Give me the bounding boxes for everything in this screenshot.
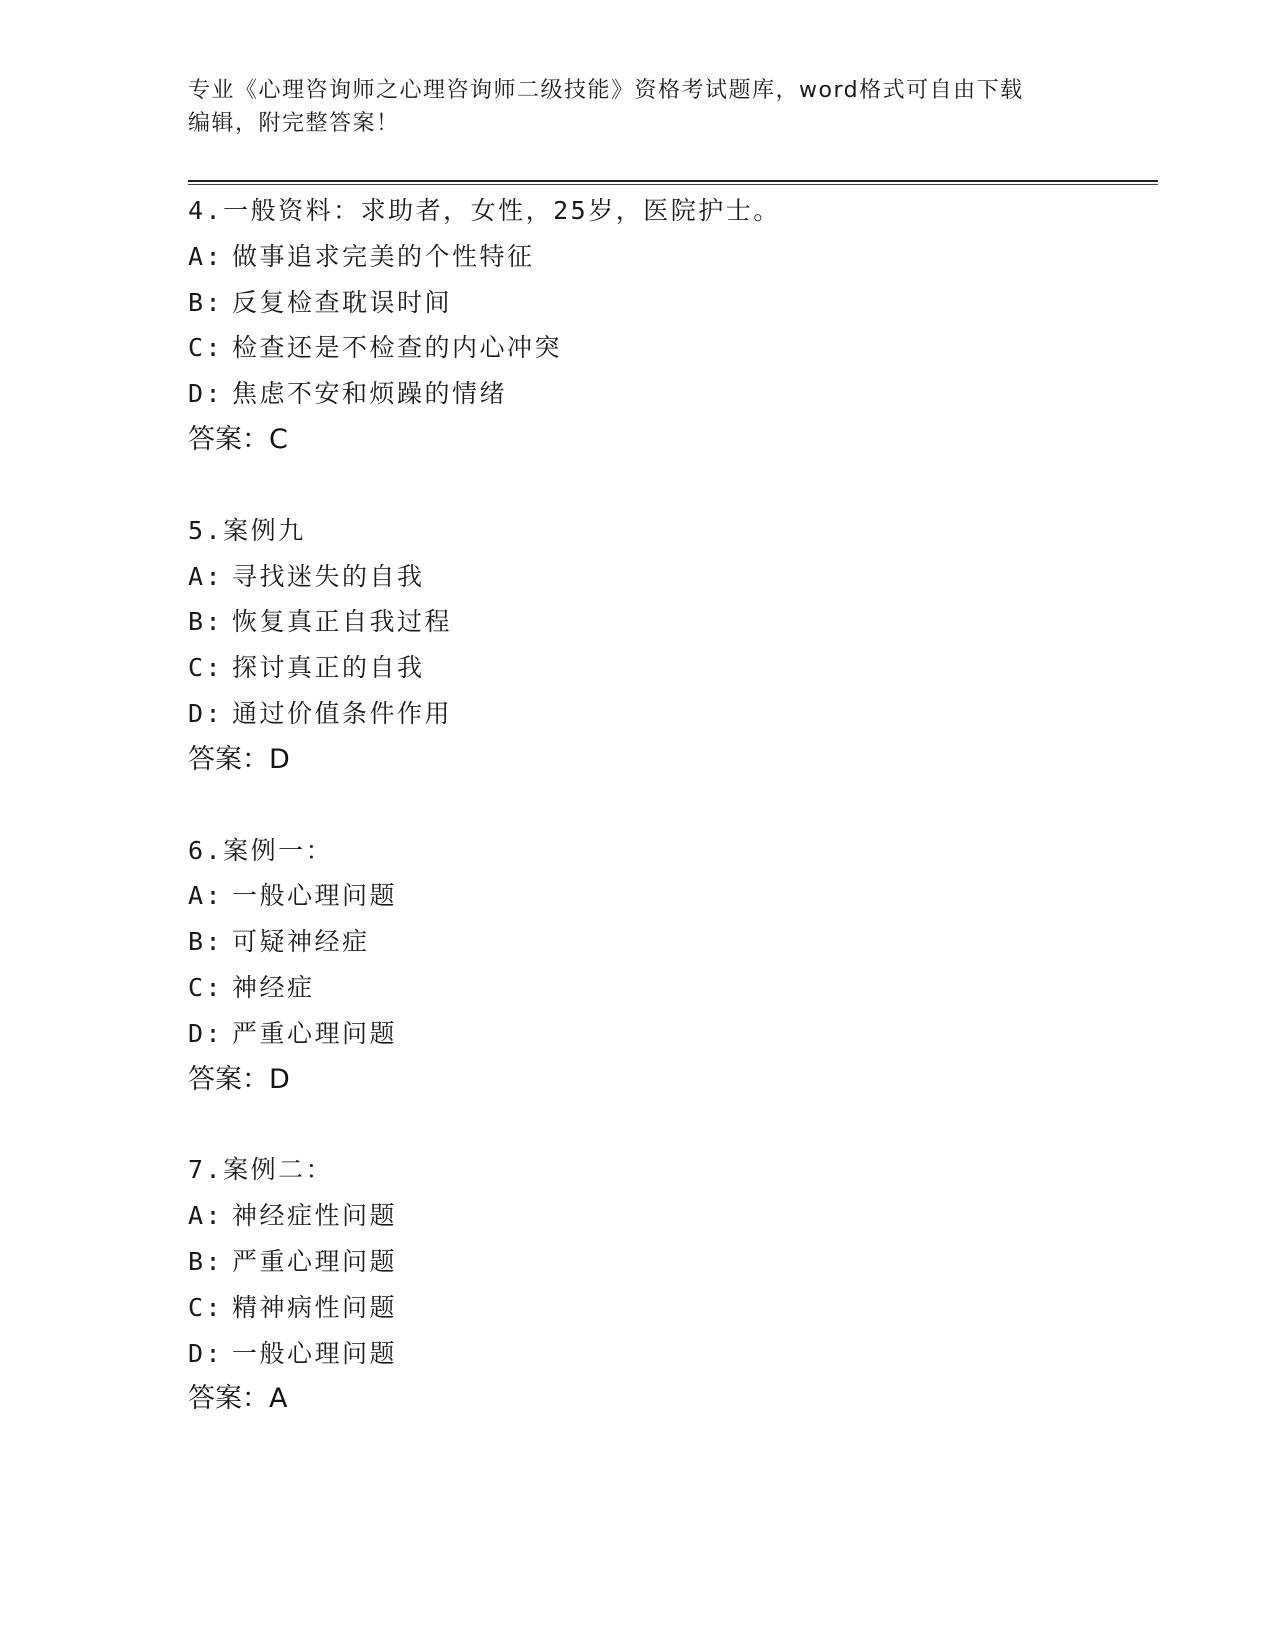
option-a	[188, 1193, 1148, 1239]
question-list	[188, 188, 1148, 1467]
option-text: 一般心理问题	[232, 1338, 398, 1368]
question-item	[188, 188, 1148, 463]
option-letter: A:	[188, 561, 224, 591]
question-item	[188, 828, 1148, 1103]
option-b	[188, 1239, 1148, 1285]
question-item	[188, 1147, 1148, 1422]
option-letter: B:	[188, 607, 224, 637]
option-text: 可疑神经症	[232, 927, 370, 957]
option-letter: C:	[188, 333, 224, 363]
option-letter: A:	[188, 881, 224, 911]
answer-label: 答案：A	[188, 1383, 288, 1415]
option-c	[188, 645, 1148, 691]
option-text: 一般心理问题	[232, 881, 398, 911]
option-a	[188, 554, 1148, 600]
option-text: 神经症性问题	[232, 1201, 398, 1231]
question-stem: 4.一般资料：求助者，女性，25岁，医院护士。	[188, 196, 781, 225]
document-header	[188, 74, 1088, 140]
option-text: 寻找迷失的自我	[232, 561, 425, 591]
option-d	[188, 691, 1148, 737]
answer-label: 答案：D	[188, 743, 290, 775]
option-c	[188, 965, 1148, 1011]
header-divider-thin	[188, 184, 1158, 185]
option-c	[188, 1285, 1148, 1331]
option-letter: D:	[188, 1338, 224, 1368]
answer-label: 答案：D	[188, 1063, 290, 1095]
option-text: 神经症	[232, 972, 315, 1002]
option-letter: C:	[188, 653, 224, 683]
option-letter: C:	[188, 1292, 224, 1322]
option-a	[188, 234, 1148, 280]
header-divider-thick	[188, 180, 1158, 182]
option-d	[188, 371, 1148, 417]
option-a	[188, 873, 1148, 919]
option-text: 反复检查耽误时间	[232, 287, 453, 317]
option-letter: D:	[188, 379, 224, 409]
question-item	[188, 508, 1148, 783]
option-text: 焦虑不安和烦躁的情绪	[232, 379, 508, 409]
question-stem: 7.案例二：	[188, 1155, 334, 1185]
option-text: 精神病性问题	[232, 1292, 398, 1322]
option-text: 探讨真正的自我	[232, 653, 425, 683]
header-line-2: 编辑，附完整答案！	[188, 111, 400, 136]
option-letter: D:	[188, 1018, 224, 1048]
option-b	[188, 919, 1148, 965]
option-b	[188, 280, 1148, 326]
option-text: 通过价值条件作用	[232, 698, 453, 728]
option-letter: C:	[188, 972, 224, 1002]
option-text: 严重心理问题	[232, 1018, 398, 1048]
header-line-1: 专业《心理咨询师之心理咨询师二级技能》资格考试题库，word格式可自由下载	[188, 78, 1024, 103]
option-c	[188, 325, 1148, 371]
option-text: 严重心理问题	[232, 1246, 398, 1276]
option-text: 恢复真正自我过程	[232, 607, 453, 637]
option-letter: B:	[188, 287, 224, 317]
option-letter: D:	[188, 698, 224, 728]
option-text: 做事追求完美的个性特征	[232, 241, 535, 271]
option-text: 检查还是不检查的内心冲突	[232, 333, 563, 363]
question-stem: 6.案例一：	[188, 835, 334, 865]
option-letter: A:	[188, 1201, 224, 1231]
option-letter: B:	[188, 1246, 224, 1276]
option-letter: B:	[188, 927, 224, 957]
question-stem: 5.案例九	[188, 515, 306, 545]
option-d	[188, 1331, 1148, 1377]
option-b	[188, 599, 1148, 645]
option-letter: A:	[188, 241, 224, 271]
option-d	[188, 1011, 1148, 1057]
answer-label: 答案：C	[188, 423, 288, 455]
